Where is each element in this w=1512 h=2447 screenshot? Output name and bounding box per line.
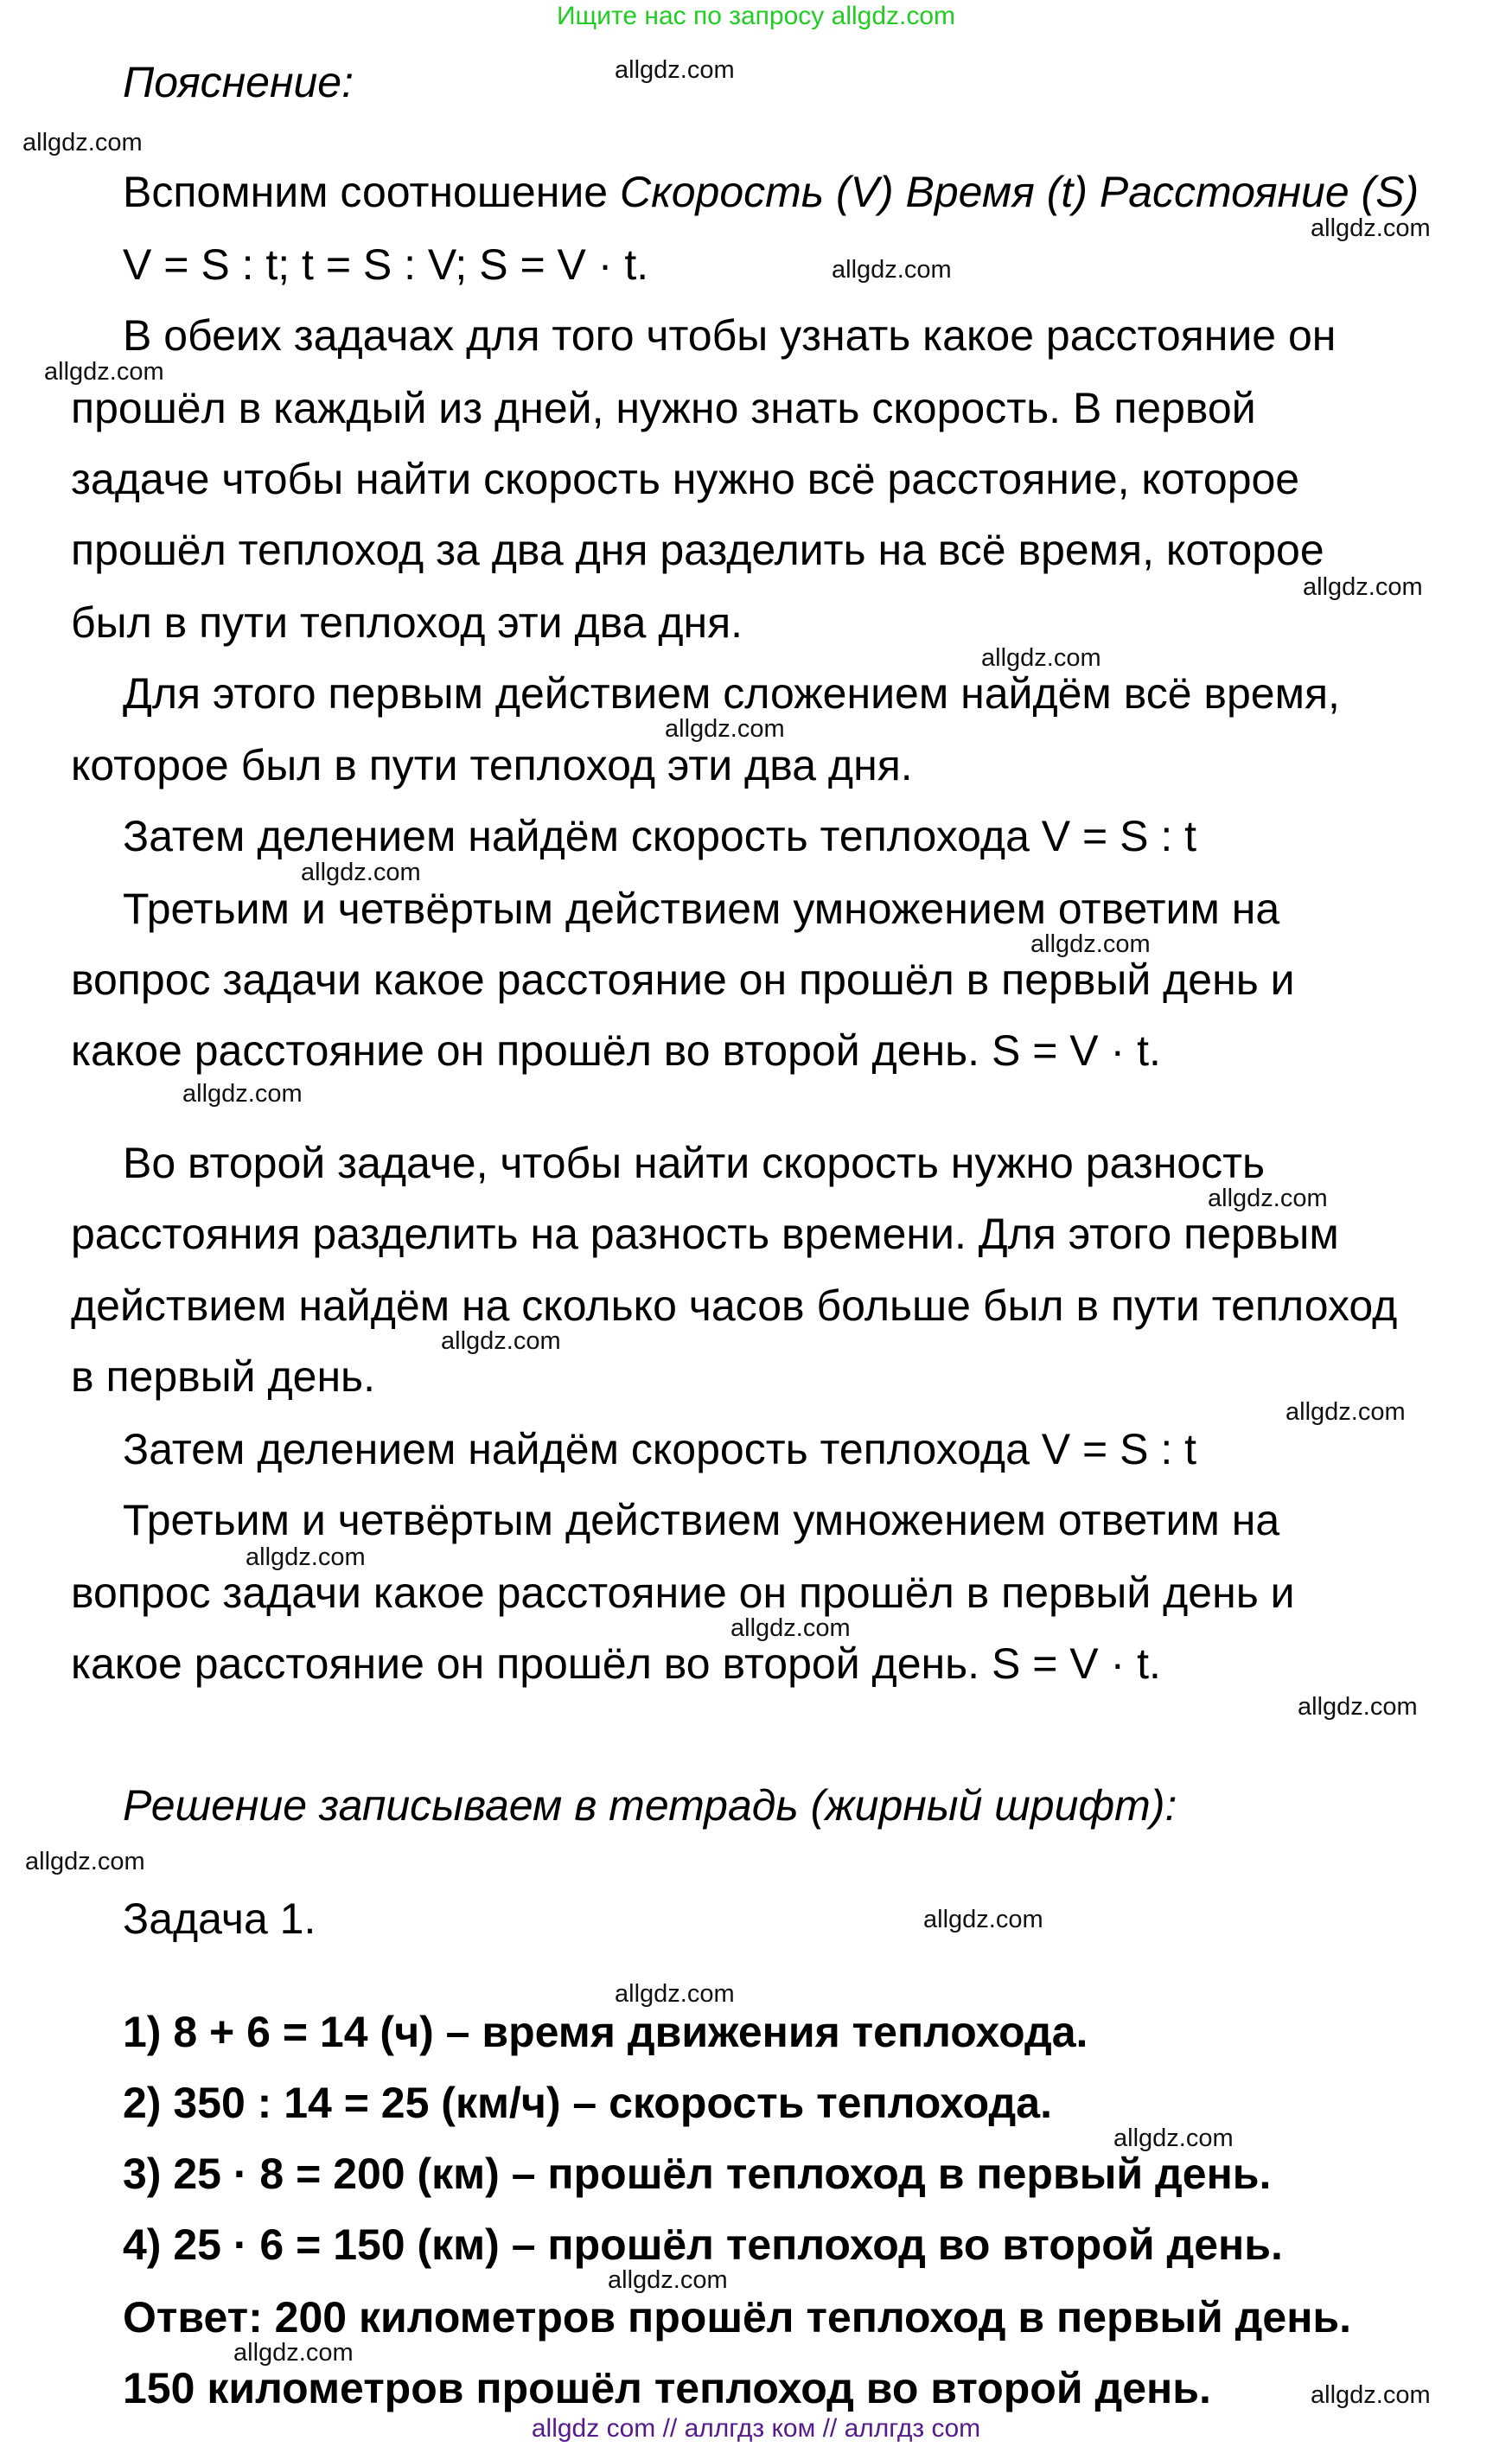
footer-links: allgdz com // аллгдз ком // аллгдз com [531, 2414, 981, 2443]
watermark: allgdz.com [832, 256, 952, 284]
watermark: allgdz.com [981, 644, 1101, 672]
watermark: allgdz.com [608, 2266, 728, 2294]
watermark: allgdz.com [1311, 214, 1431, 242]
watermark: allgdz.com [615, 1980, 735, 2008]
paragraph-line: в первый день. [71, 1352, 376, 1401]
paragraph-line: вопрос задачи какое расстояние он прошёл в первый день и [71, 1569, 1295, 1617]
paragraph-line: прошёл теплоход за два дня разделить на всё время, которое [71, 526, 1324, 574]
watermark: allgdz.com [615, 56, 735, 84]
solution-step: 3) 25 · 8 = 200 (км) – прошёл теплоход в первый день. [123, 2150, 1272, 2198]
paragraph-line: В обеих задачах для того чтобы узнать какое расстояние он [123, 311, 1337, 360]
paragraph-line: вопрос задачи какое расстояние он прошёл в первый день и [71, 955, 1295, 1004]
watermark: allgdz.com [1286, 1398, 1406, 1426]
search-banner: Ищите нас по запросу allgdz.com [556, 2, 956, 30]
watermark: allgdz.com [441, 1327, 561, 1355]
watermark: allgdz.com [182, 1080, 303, 1108]
watermark: allgdz.com [1311, 2381, 1431, 2409]
paragraph-line: Затем делением найдём скорость теплохода V = S : t [123, 812, 1197, 860]
paragraph-line: какое расстояние он прошёл во второй день. S = V · t. [71, 1639, 1161, 1688]
paragraph-line: был в пути теплоход эти два дня. [71, 598, 743, 647]
solution-step: 2) 350 : 14 = 25 (км/ч) – скорость теплохода. [123, 2079, 1052, 2127]
intro-line [123, 169, 1419, 214]
paragraph-line: Третьим и четвёртым действием умножением ответим на [123, 1496, 1280, 1544]
watermark: allgdz.com [246, 1543, 366, 1571]
watermark: allgdz.com [665, 715, 785, 743]
paragraph-line: Во второй задаче, чтобы найти скорость нужно разность [123, 1139, 1266, 1187]
solution-step: 4) 25 · 6 = 150 (км) – прошёл теплоход во второй день. [123, 2220, 1283, 2269]
answer-line: 150 километров прошёл теплоход во второй день. [123, 2364, 1211, 2412]
watermark: allgdz.com [301, 859, 421, 886]
watermark: allgdz.com [1298, 1693, 1418, 1721]
solution-title: Решение записываем в тетрадь (жирный шрифт): [123, 1781, 1177, 1830]
explanation-title: Пояснение: [123, 58, 354, 106]
task-title: Задача 1. [123, 1894, 316, 1943]
watermark: allgdz.com [44, 358, 164, 386]
paragraph-line: которое был в пути теплоход эти два дня. [71, 741, 913, 789]
solution-step: 1) 8 + 6 = 14 (ч) – время движения теплохода. [123, 2008, 1088, 2056]
paragraph-line: прошёл в каждый из дней, нужно знать скорость. В первой [71, 384, 1256, 432]
paragraph-line: какое расстояние он прошёл во второй день. S = V · t. [71, 1026, 1161, 1075]
paragraph-line: Затем делением найдём скорость теплохода V = S : t [123, 1425, 1197, 1473]
answer-line: Ответ: 200 километров прошёл теплоход в первый день. [123, 2293, 1352, 2342]
intro-italic: Скорость (V) Время (t) Расстояние (S) [619, 168, 1419, 216]
watermark: allgdz.com [22, 129, 143, 157]
watermark: allgdz.com [1303, 573, 1423, 601]
intro-text: Вспомним соотношение [123, 168, 620, 216]
formulas: V = S : t; t = S : V; S = V · t. [123, 240, 649, 289]
watermark: allgdz.com [923, 1906, 1043, 1933]
watermark: allgdz.com [25, 1848, 145, 1875]
paragraph-line: расстояния разделить на разность времени. Для этого первым [71, 1210, 1339, 1258]
watermark: allgdz.com [1113, 2124, 1234, 2152]
paragraph-line: действием найдём на сколько часов больше был в пути теплоход [71, 1281, 1398, 1330]
watermark: allgdz.com [233, 2339, 354, 2367]
paragraph-line: задаче чтобы найти скорость нужно всё расстояние, которое [71, 455, 1300, 503]
paragraph-line: Для этого первым действием сложением найдём всё время, [123, 669, 1340, 718]
watermark: allgdz.com [1208, 1185, 1328, 1212]
paragraph-line: Третьим и четвёртым действием умножением ответим на [123, 885, 1280, 933]
watermark: allgdz.com [1030, 930, 1151, 958]
watermark: allgdz.com [730, 1614, 851, 1642]
